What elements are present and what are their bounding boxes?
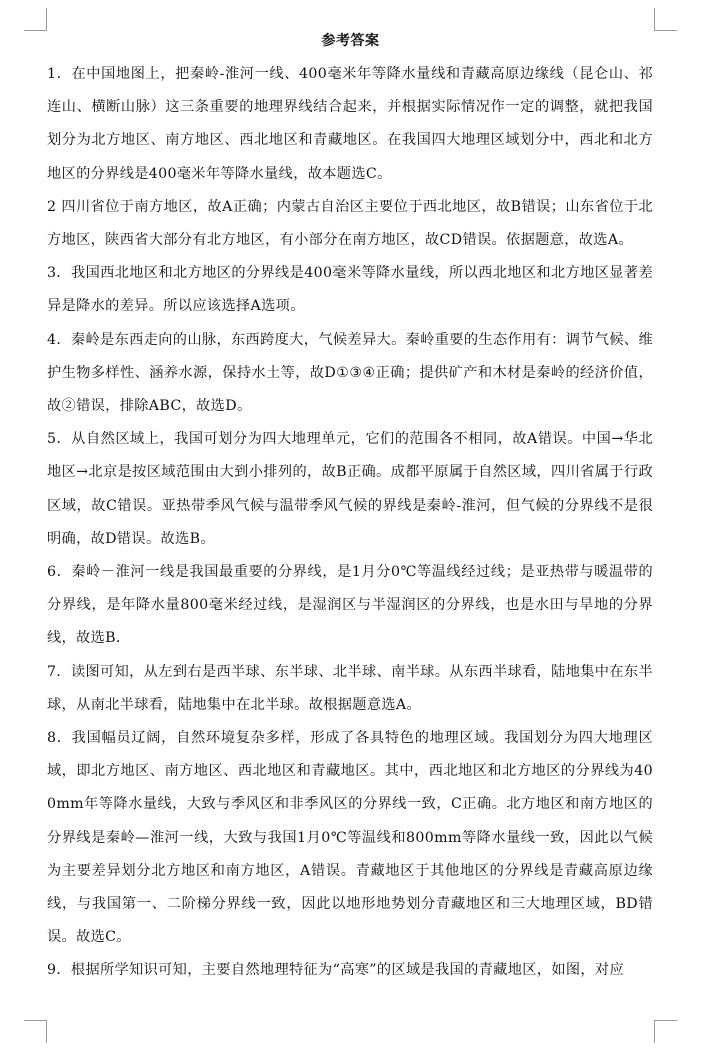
answer-2: 2 四川省位于南方地区，故A正确；内蒙古自治区主要位于西北地区，故B错误；山东省位于北方地区，陕西省大部分有北方地区，有小部分在南方地区，故CD错误。依据题意，故选A。 (47, 198, 653, 249)
answer-6: 6．秦岭－淮河一线是我国最重要的分界线，是1月分0℃等温线经过线；是亚热带与暖温带的分界线，是年降水量800毫米经过线，是湿润区与半湿润区的分界线，也是水田与旱地的分界线，故选B． (47, 564, 653, 647)
answer-list (47, 58, 653, 988)
crop-mark-bottom-left (24, 1020, 47, 1043)
answer-7: 7．读图可知，从左到右是西半球、东半球、北半球、南半球。从东西半球看，陆地集中在东半球，从南北半球看，陆地集中在北半球。故根据题意选A。 (47, 663, 653, 713)
crop-mark-top-left (24, 8, 47, 31)
answer-3: 3．我国西北地区和北方地区的分界线是400毫米等降水量线，所以西北地区和北方地区显著差异是降水的差异。所以应该选择A选项。 (47, 265, 653, 315)
answer-8: 8．我国幅员辽阔，自然环境复杂多样，形成了各具特色的地理区域。我国划分为四大地理区域，即北方地区、南方地区、西北地区和青藏地区。其中，西北地区和北方地区的分界线为400mm年等降水量线，大致与季风区和非季风区的分界线一致，C正确。北方地区和南方地区的分界线是秦岭—淮河一线，大致与我国1月0℃等温线和800mm等降水量线一致，因此以气候为主要差异划分北方地区和南方地区，A错误。青藏地区于其他地区的分界线是青藏高原边缘线，与我国第一、二阶梯分界线一致，因此以地形地势划分青藏地区和三大地理区域，BD错误。故选C。 (47, 730, 653, 946)
answer-5: 5．从自然区域上，我国可划分为四大地理单元，它们的范围各不相同，故A错误。中国→华北地区→北京是按区域范围由大到小排列的，故B正确。成都平原属于自然区域，四川省属于行政区域，故C错误。亚热带季风气候与温带季风气候的界线是秦岭-淮河，但气候的分界线不是很明确，故D错误。故选B。 (47, 431, 653, 547)
page-title: 参考答案 (321, 33, 380, 49)
crop-mark-top-right (654, 8, 677, 31)
crop-mark-bottom-right (654, 1020, 677, 1043)
answer-9: 9．根据所学知识可知，主要自然地理特征为“高寒”的区域是我国的青藏地区，如图，对应 (47, 962, 625, 979)
answer-1: 1．在中国地图上，把秦岭-淮河一线、400毫米年等降水量线和青藏高原边缘线（昆仑山、祁连山、横断山脉）这三条重要的地理界线结合起来，并根据实际情况作一定的调整，就把我国划分为北方地区、南方地区、西北地区和青藏地区。在我国四大地理区域划分中，西北和北方地区的分界线是400毫米年等降水量线，故本题选C。 (47, 66, 653, 182)
answer-4: 4．秦岭是东西走向的山脉，东西跨度大，气候差异大。秦岭重要的生态作用有：调节气候、维护生物多样性、涵养水源，保持水土等，故D①③④正确；提供矿产和木材是秦岭的经济价值，故②错误，排除ABC，故选D。 (47, 331, 653, 415)
